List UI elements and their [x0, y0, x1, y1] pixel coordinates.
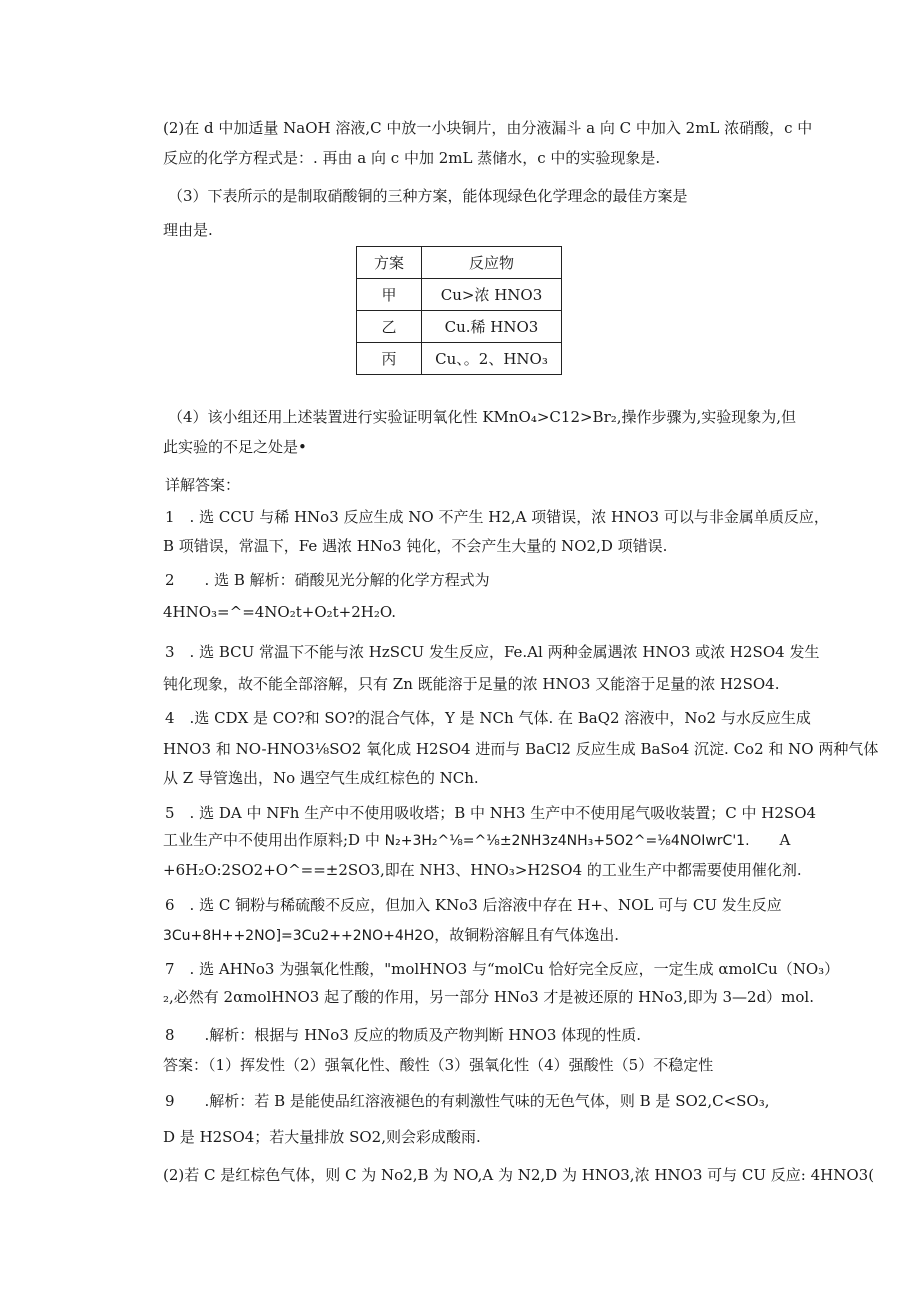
paragraph-line: 钝化现象，故不能全部溶解，只有 Zn 既能溶于足量的浓 HNO3 又能溶于足量的浓 H2SO4. — [163, 675, 780, 693]
text-segment: A — [749, 831, 791, 849]
table-cell: Cu>浓 HNO3 — [422, 279, 562, 311]
paragraph-line: 此实验的不足之处是• — [163, 438, 307, 456]
paragraph-line — [163, 924, 619, 947]
paragraph-line: 5 . 选 DA 中 NFh 生产中不使用吸收塔；B 中 NH3 生产中不使用尾气吸收装置；C 中 H2SO4 — [165, 804, 817, 822]
table-cell: Cu.稀 HNO3 — [422, 311, 562, 343]
text-segment: 工业生产中不使用出作原料;D 中 — [163, 831, 385, 849]
paragraph-line: 2 . 选 B 解析：硝酸见光分解的化学方程式为 — [165, 571, 490, 589]
paragraph-line: HNO3 和 NO-HNO3⅛SO2 氧化成 H2SO4 进而与 BaCl2 反应生成 BaSo4 沉淀. Co2 和 NO 两种气体 — [163, 740, 879, 758]
paragraph-line: 7 . 选 AHNo3 为强氧化性酸，"molHNO3 与“molCu 恰好完全反应，一定生成 αmolCu（NO₃） — [165, 960, 840, 978]
table-row — [357, 343, 562, 375]
paragraph-line: 1 . 选 CCU 与稀 HNo3 反应生成 NO 不产生 H2,A 项错误，浓 HNO3 可以与非金属单质反应， — [165, 508, 829, 526]
equation-line: 4HNO₃=^=4NO₂t+O₂t+2H₂O. — [163, 603, 397, 621]
paragraph-line: ₂,必然有 2αmolHNO3 起了酸的作用，另一部分 HNo3 才是被还原的 HNo3,即为 3—2d）mol. — [163, 988, 815, 1006]
paragraph-line: 答案：（1）挥发性（2）强氧化性、酸性（3）强氧化性（4）强酸性（5）不稳定性 — [163, 1056, 714, 1074]
scheme-table — [356, 246, 562, 375]
paragraph-line: 从 Z 导管逸出，No 遇空气生成红棕色的 NCh. — [163, 769, 479, 787]
table-cell: Cu、。2、HNO₃ — [422, 343, 562, 375]
paragraph-line — [163, 829, 790, 852]
table-header-cell: 方案 — [357, 247, 422, 279]
paragraph-line: 4 .选 CDX 是 CO?和 SO?的混合气体，Y 是 NCh 气体. 在 BaQ2 溶液中，No2 与水反应生成 — [165, 709, 811, 727]
paragraph-line: 3 . 选 BCU 常温下不能与浓 HzSCU 发生反应，Fe.Al 两种金属遇浓 HNO3 或浓 H2SO4 发生 — [165, 643, 820, 661]
paragraph-line: 反应的化学方程式是：. 再由 a 向 c 中加 2mL 蒸储水，c 中的实验现象是. — [163, 149, 661, 167]
table-cell: 乙 — [357, 311, 422, 343]
paragraph-line: 9 .解析：若 B 是能使品红溶液褪色的有刺激性气味的无色气体，则 B 是 SO2,C<SO₃, — [165, 1092, 770, 1110]
equation-segment: N₂+3H₂^⅛=^⅛±2NH3z4NH₃+5O2^=⅛4NOIwrC'1. — [384, 833, 750, 849]
paragraph-line: (2)在 d 中加适量 NaOH 溶液,C 中放一小块铜片，由分液漏斗 a 向 C 中加入 2mL 浓硝酸，c 中 — [163, 119, 813, 137]
table-header-row — [357, 247, 562, 279]
equation-segment: 3Cu+8H++2NO]=3Cu2++2NO+4H2O — [163, 928, 435, 944]
paragraph-line: +6H₂O:2SO2+O^==±2SO3,即在 NH3、HNO₃>H2SO4 的工业生产中都需要使用催化剂. — [163, 861, 802, 879]
paragraph-line: D 是 H2SO4；若大量排放 SO2,则会彩成酸雨. — [163, 1128, 481, 1146]
paragraph-line: （4）该小组还用上述装置进行实验证明氧化性 KMnO₄>C12>Br₂,操作步骤为,实验现象为,但 — [168, 408, 797, 426]
paragraph-line: (2)若 C 是红棕色气体，则 C 为 No2,B 为 NO,A 为 N2,D 为 HNO3,浓 HNO3 可与 CU 反应: 4HNO3( — [163, 1166, 875, 1184]
paragraph-line: 8 .解析：根据与 HNo3 反应的物质及产物判断 HNO3 体现的性质. — [165, 1026, 641, 1044]
paragraph-line: 6 . 选 C 铜粉与稀硫酸不反应，但加入 KNo3 后溶液中存在 H+、NOL 可与 CU 发生反应 — [165, 896, 782, 914]
paragraph-line: B 项错误，常温下，Fe 遇浓 HNo3 钝化，不会产生大量的 NO2,D 项错误. — [163, 537, 668, 555]
answers-heading: 详解答案： — [165, 476, 241, 494]
table-cell: 甲 — [357, 279, 422, 311]
table-header-cell: 反应物 — [422, 247, 562, 279]
table-row — [357, 279, 562, 311]
table-cell: 丙 — [357, 343, 422, 375]
text-segment: ，故铜粉溶解且有气体逸出. — [434, 926, 619, 944]
paragraph-line: （3）下表所示的是制取硝酸铜的三种方案，能体现绿色化学理念的最佳方案是 — [168, 187, 688, 205]
paragraph-line: 理由是. — [163, 221, 213, 239]
table-row — [357, 311, 562, 343]
